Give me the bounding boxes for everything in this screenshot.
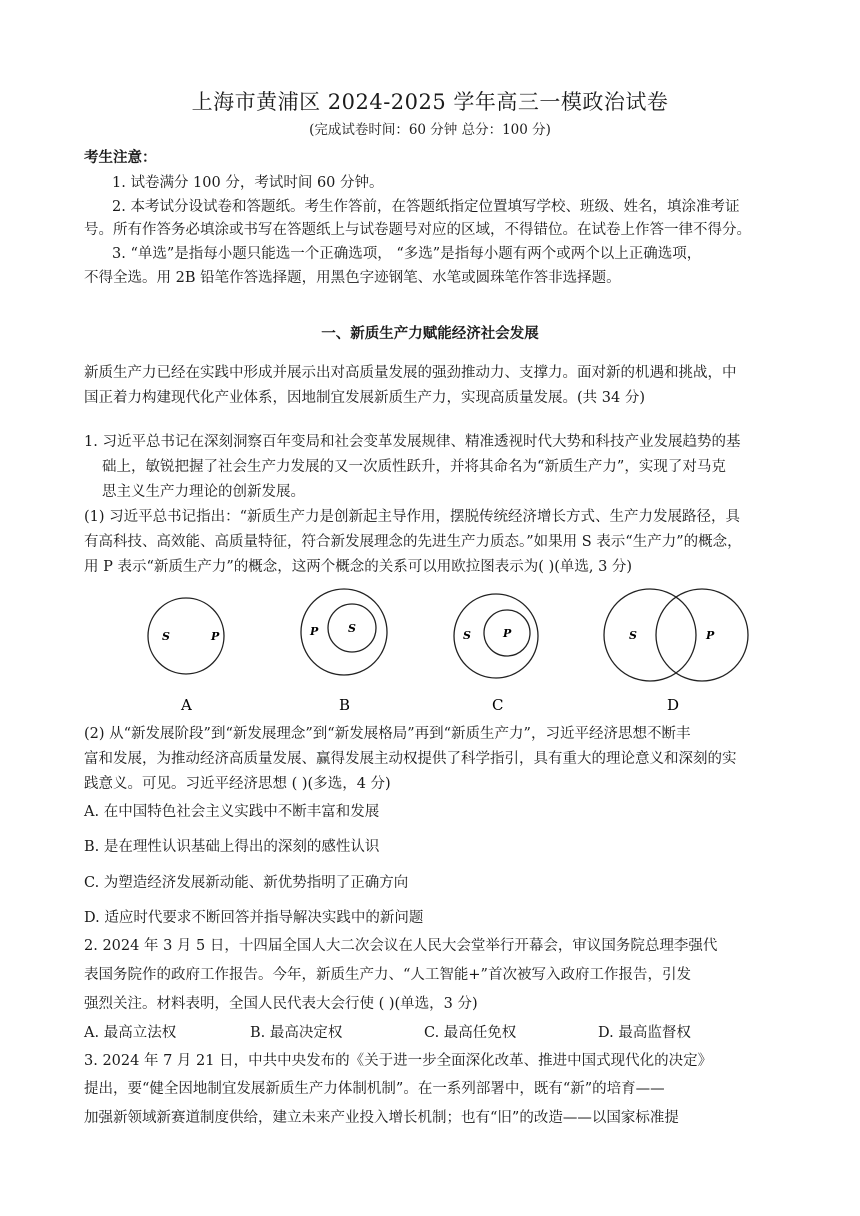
q2-stem-c: 强烈关注。材料表明，全国人民代表大会行使 ( )(单选，3 分) [84,996,478,1012]
notice-line-3a: 3. “单选”是指每小题只能选一个正确选项， “多选”是指每小题有两个或两个以上正确选项， [112,246,702,262]
q2-option-b: B. 最高决定权 [250,1025,343,1041]
section-intro-b: 国正着力构建现代化产业体系，因地制宜发展新质生产力，实现高质量发展。(共 34 分) [84,390,645,406]
section-intro-a: 新质生产力已经在实践中形成并展示出对高质量发展的强劲推动力、支撑力。面对新的机遇和挑战，中 [84,365,737,381]
label-s: S [348,622,356,635]
notice-line-3b: 不得全选。用 2B 铅笔作答选择题，用黑色字迹钢笔、水笔或圆珠笔作答非选择题。 [84,270,621,286]
euler-diagram-b [301,589,387,714]
q2-option-c: C. 最高任免权 [424,1025,517,1041]
label-p: P [706,629,715,642]
section-title: 一、新质生产力赋能经济社会发展 [321,325,539,342]
label-s: S [162,630,170,643]
notice-line-2a: 2. 本考试分设试卷和答题纸。考生作答前，在答题纸指定位置填写学校、班级、姓名，填涂准考证 [112,199,740,215]
q1-option-d: D. 适应时代要求不断回答并指导解决实践中的新问题 [84,910,424,926]
label-s: S [629,629,637,642]
q1-option-c: C. 为塑造经济发展新动能、新优势指明了正确方向 [84,875,409,891]
q1-part1-a: (1) 习近平总书记指出：“新质生产力是创新起主导作用，摆脱传统经济增长方式、生产力发展路径，具 [84,509,741,525]
q1-part1-c: 用 P 表示“新质生产力”的概念，这两个概念的关系可以用欧拉图表示为( )(单选, 3 分) [84,559,633,575]
q1-part2-b: 富和发展，为推动经济高质量发展、赢得发展主动权提供了科学指引，具有重大的理论意义和深刻的实 [84,751,737,767]
label-p: P [211,630,220,643]
label-s: S [463,629,471,642]
exam-title: 上海市黄浦区 2024-2025 学年高三一模政治试卷 [191,90,669,114]
notice-heading: 考生注意： [84,149,157,166]
notice-line-1: 1. 试卷满分 100 分，考试时间 60 分钟。 [112,175,384,191]
option-letter: C [492,696,504,714]
option-letter: B [339,696,351,714]
option-letter: D [667,696,680,714]
q3-stem-c: 加强新领域新赛道制度供给，建立未来产业投入增长机制；也有“旧”的改造——以国家标准提 [84,1110,679,1126]
exam-subtitle: (完成试卷时间：60 分钟 总分：100 分) [309,122,551,138]
euler-diagram-a [148,598,224,714]
q1-stem-c: 思主义生产力理论的创新发展。 [102,484,305,500]
q1-stem-a: 1. 习近平总书记在深刻洞察百年变局和社会变革发展规律、精准透视时代大势和科技产业发展趋势的基 [84,434,741,450]
q1-part2-c: 践意义。可见。习近平经济思想 ( )(多选，4 分) [84,776,391,792]
q2-option-d: D. 最高监督权 [598,1025,691,1041]
euler-diagram-c [454,594,538,714]
q3-stem-a: 3. 2024 年 7 月 21 日，中共中央发布的《关于进一步全面深化改革、推进中国式现代化的决定》 [84,1053,713,1069]
q1-part2-a: (2) 从“新发展阶段”到“新发展理念”到“新发展格局”再到“新质生产力”，习近平经济思想不断丰 [84,726,691,742]
euler-diagrams [0,586,860,716]
q2-stem-a: 2. 2024 年 3 月 5 日，十四届全国人大二次会议在人民大会堂举行开幕会，审议国务院总理李强代 [84,938,718,954]
q1-option-b: B. 是在理性认识基础上得出的深刻的感性认识 [84,839,380,855]
euler-diagram-d [604,589,748,714]
q1-stem-b: 础上，敏锐把握了社会生产力发展的又一次质性跃升，并将其命名为“新质生产力”，实现了对马克 [102,459,726,475]
q1-option-a: A. 在中国特色社会主义实践中不断丰富和发展 [84,804,380,820]
q1-part1-b: 有高科技、高效能、高质量特征，符合新发展理念的先进生产力质态。”如果用 S 表示“生产力”的概念， [84,534,742,550]
option-letter: A [181,696,192,714]
q2-stem-b: 表国务院作的政府工作报告。今年，新质生产力、“人工智能+”首次被写入政府工作报告，引发 [84,967,691,983]
label-p: P [310,625,319,638]
label-p: P [503,627,512,640]
q3-stem-b: 提出，要“健全因地制宜发展新质生产力体制机制”。在一系列部署中，既有“新”的培育—— [84,1081,665,1097]
notice-line-2b: 号。所有作答务必填涂或书写在答题纸上与试卷题号对应的区域，不得错位。在试卷上作答一律不得分。 [84,222,751,238]
q2-option-a: A. 最高立法权 [84,1025,177,1041]
